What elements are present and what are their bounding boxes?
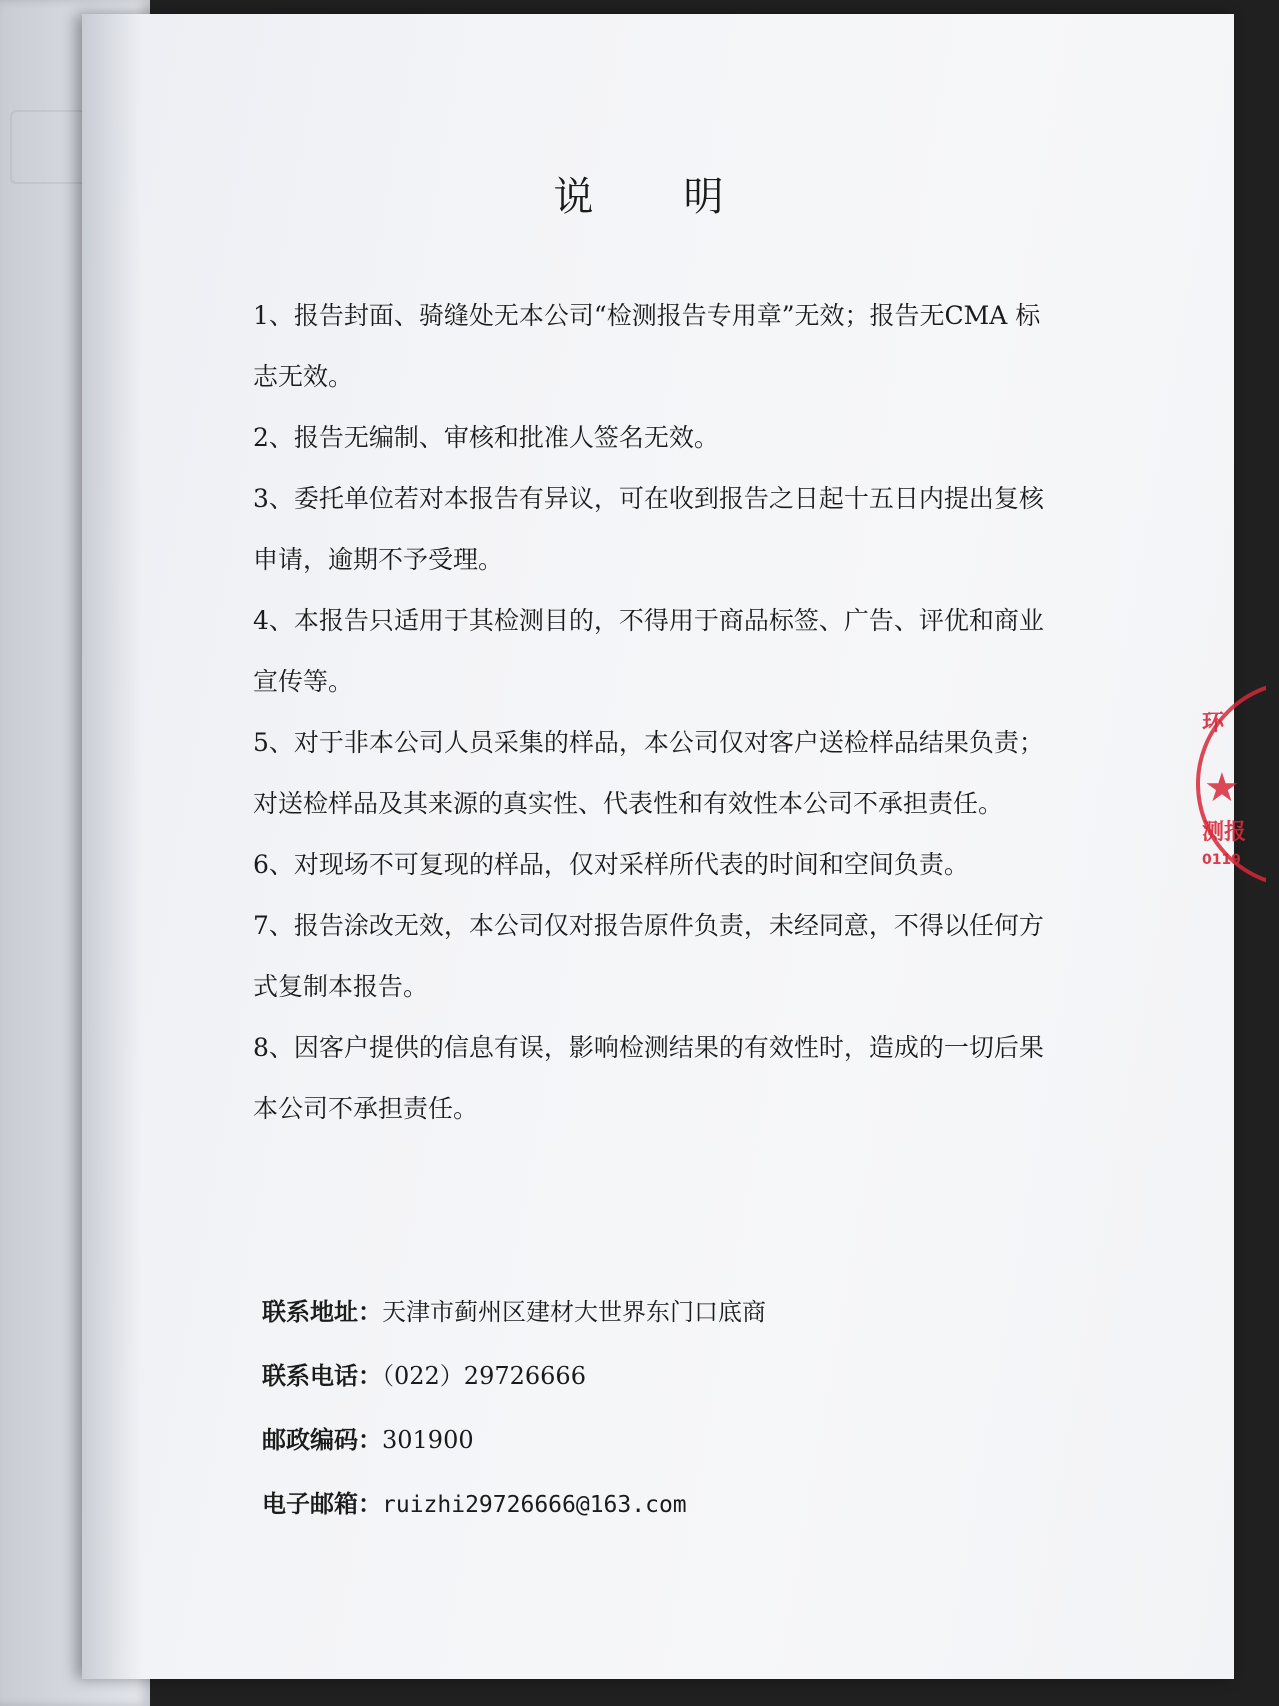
phone-row xyxy=(262,1344,1062,1408)
email-label: 电子邮箱： xyxy=(262,1489,382,1518)
title-char-1: 说 xyxy=(553,174,596,220)
note-item: 7、报告涂改无效，本公司仅对报告原件负责，未经同意，不得以任何方式复制本报告。 xyxy=(253,911,1044,1001)
seal-star-icon: ★ xyxy=(1204,765,1240,811)
note-item: 6、对现场不可复现的样品，仅对采样所代表的时间和空间负责。 xyxy=(253,850,969,879)
phone-label: 联系电话： xyxy=(262,1361,382,1390)
postcode-label: 邮政编码： xyxy=(262,1425,382,1454)
seal-number: 0119 xyxy=(1202,852,1241,868)
note-item: 5、对于非本公司人员采集的样品，本公司仅对客户送检样品结果负责；对送检样品及其来源的真实性、代表性和有效性本公司不承担责任。 xyxy=(253,728,1044,818)
address-label: 联系地址： xyxy=(262,1297,382,1326)
note-item: 2、报告无编制、审核和批准人签名无效。 xyxy=(253,423,719,452)
seal-text: 测报 xyxy=(1202,820,1247,845)
note-item: 8、因客户提供的信息有误，影响检测结果的有效性时，造成的一切后果本公司不承担责任。 xyxy=(253,1033,1044,1123)
address-row xyxy=(262,1280,1062,1344)
title-char-2: 明 xyxy=(683,174,726,220)
notes-list xyxy=(253,285,1053,1139)
postcode-row xyxy=(262,1408,1062,1472)
note-item: 4、本报告只适用于其检测目的，不得用于商品标签、广告、评优和商业宣传等。 xyxy=(253,606,1044,696)
page-title xyxy=(0,165,1279,222)
email-value: ruizhi29726666@163.com xyxy=(382,1492,687,1518)
seal-text: 环 xyxy=(1202,711,1225,736)
email-row xyxy=(262,1472,1062,1537)
phone-value: （022）29726666 xyxy=(382,1362,586,1390)
contact-block xyxy=(262,1280,1062,1537)
postcode-value: 301900 xyxy=(382,1426,474,1454)
binding-shadow xyxy=(82,14,142,1679)
address-value: 天津市蓟州区建材大世界东门口底商 xyxy=(382,1298,766,1326)
note-item: 3、委托单位若对本报告有异议，可在收到报告之日起十五日内提出复核申请，逾期不予受理。 xyxy=(253,484,1044,574)
note-item: 1、报告封面、骑缝处无本公司“检测报告专用章”无效；报告无CMA 标志无效。 xyxy=(253,301,1041,391)
red-seal-stamp xyxy=(1196,670,1266,890)
